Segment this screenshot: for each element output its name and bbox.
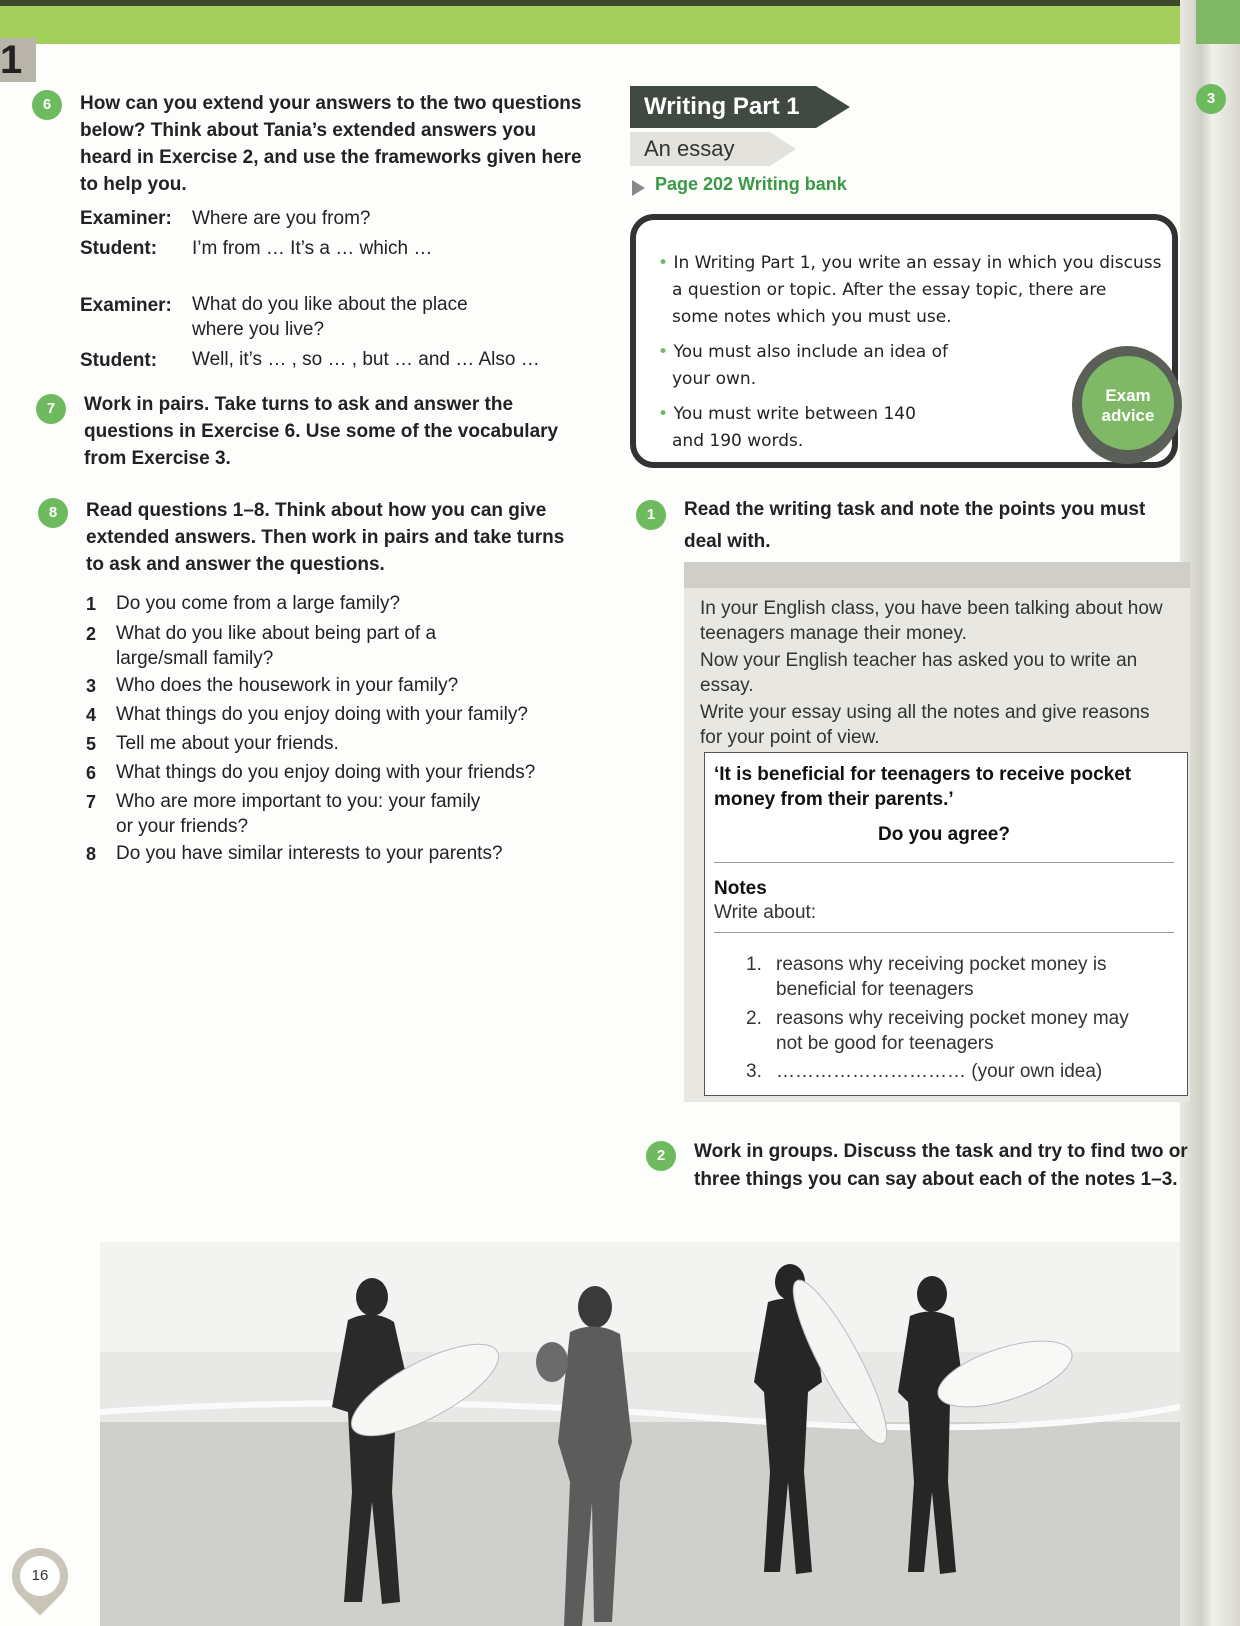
exam-advice-badge-line: Exam — [1105, 386, 1151, 405]
exercise-7-badge: 7 — [36, 394, 66, 424]
question-number: 3 — [86, 676, 97, 696]
beach-photo-illustration — [100, 1242, 1180, 1626]
notes-subheading: Write about: — [714, 902, 817, 923]
essay-statement: money from their parents.’ — [714, 789, 954, 810]
dialogue-line: Where are you from? — [192, 208, 371, 229]
advice-text: You must write between 140 — [673, 404, 916, 424]
dialogue-label: Student: — [80, 350, 158, 371]
question-text: large/small family? — [116, 648, 274, 669]
subtitle-arrow — [770, 132, 796, 166]
advice-text: a question or topic. After the essay topic, there are — [672, 280, 1107, 300]
exercise-6-badge: 6 — [32, 90, 62, 120]
advice-item — [658, 339, 948, 366]
task-intro-line: Write your essay using all the notes and give reasons — [700, 702, 1150, 723]
advice-text: In Writing Part 1, you write an essay in which you discuss — [673, 253, 1162, 273]
note-text: not be good for teenagers — [776, 1033, 994, 1054]
question-text: Who does the housework in your family? — [116, 675, 459, 696]
exam-advice-badge — [1082, 356, 1174, 450]
next-page-badge: 3 — [1196, 84, 1226, 114]
question-number: 2 — [86, 624, 97, 644]
advice-text: You must also include an idea of — [673, 342, 948, 362]
question-text: Do you come from a large family? — [116, 593, 401, 614]
top-color-bar — [0, 0, 1180, 44]
question-number: 1 — [86, 594, 97, 614]
exercise-8-badge: 8 — [38, 498, 68, 528]
bullet-icon: • — [658, 253, 674, 273]
top-dark-strip — [0, 0, 1180, 6]
exercise-1-line: Read the writing task and note the points you must — [684, 499, 1146, 520]
note-number: 2. — [746, 1008, 762, 1029]
writing-task-panel-header — [684, 562, 1190, 588]
essay-statement: ‘It is beneficial for teenagers to receive pocket — [714, 764, 1132, 785]
exercise-7-line: from Exercise 3. — [84, 448, 231, 469]
play-arrow-icon — [632, 180, 645, 196]
beach-photo — [100, 1242, 1180, 1626]
exercise-8-line: Read questions 1–8. Think about how you can give — [86, 500, 547, 521]
question-text: What things do you enjoy doing with your friends? — [116, 762, 536, 783]
bullet-icon: • — [658, 342, 674, 362]
exercise-8-line: to ask and answer the questions. — [86, 554, 385, 575]
advice-item — [658, 250, 1161, 277]
question-number: 4 — [86, 705, 97, 725]
unit-number-tab: 1 — [0, 38, 36, 82]
exercise-6-line: below? Think about Tania’s extended answers you — [80, 120, 537, 141]
note-text: reasons why receiving pocket money is — [776, 954, 1107, 975]
dialogue-line: where you live? — [192, 319, 325, 340]
section-title: Writing Part 1 — [630, 86, 816, 128]
exercise-1-badge: 1 — [636, 500, 666, 530]
question-text: Tell me about your friends. — [116, 733, 339, 754]
question-text: What do you like about being part of a — [116, 623, 437, 644]
question-number: 5 — [86, 734, 97, 754]
advice-text: some notes which you must use. — [672, 307, 952, 327]
section-title-arrow — [816, 86, 850, 128]
note-text: ………………………… (your own idea) — [776, 1061, 1103, 1082]
task-intro-line: In your English class, you have been talking about how — [700, 598, 1163, 619]
writing-bank-link[interactable]: Page 202 Writing bank — [655, 174, 847, 194]
exercise-2-line: Work in groups. Discuss the task and try to find two or — [694, 1141, 1188, 1162]
notes-heading: Notes — [714, 878, 767, 899]
question-text: or your friends? — [116, 816, 249, 837]
question-number: 6 — [86, 763, 97, 783]
dialogue-label: Student: — [80, 238, 158, 259]
advice-text: your own. — [672, 369, 757, 389]
section-subtitle: An essay — [630, 132, 770, 166]
task-intro-line: for your point of view. — [700, 727, 880, 748]
task-intro-line: Now your English teacher has asked you to write an — [700, 650, 1138, 671]
essay-question: Do you agree? — [878, 824, 1010, 845]
dialogue-label: Examiner: — [80, 208, 172, 229]
exercise-7-line: questions in Exercise 6. Use some of the vocabulary — [84, 421, 559, 442]
exam-advice-badge-line: advice — [1101, 406, 1155, 425]
note-text: beneficial for teenagers — [776, 979, 974, 1000]
exercise-6-line: to help you. — [80, 174, 187, 195]
advice-text: and 190 words. — [672, 431, 804, 451]
exercise-1-line: deal with. — [684, 531, 771, 552]
task-intro-line: essay. — [700, 675, 754, 696]
note-number: 1. — [746, 954, 762, 975]
exercise-7-line: Work in pairs. Take turns to ask and answer the — [84, 394, 514, 415]
gutter-color-bar — [1196, 0, 1240, 44]
question-number: 7 — [86, 792, 97, 812]
advice-item — [658, 401, 916, 428]
page-number: 16 — [20, 1556, 60, 1596]
dialogue-line: What do you like about the place — [192, 294, 468, 315]
bullet-icon: • — [658, 404, 674, 424]
question-text: What things do you enjoy doing with your family? — [116, 704, 528, 725]
divider — [714, 932, 1174, 933]
exercise-8-line: extended answers. Then work in pairs and take turns — [86, 527, 565, 548]
divider — [714, 862, 1174, 863]
task-intro-line: teenagers manage their money. — [700, 623, 967, 644]
note-number: 3. — [746, 1061, 762, 1082]
dialogue-line: I’m from … It’s a … which … — [192, 238, 433, 259]
exercise-2-line: three things you can say about each of the notes 1–3. — [694, 1169, 1178, 1190]
dialogue-line: Well, it’s … , so … , but … and … Also … — [192, 349, 540, 370]
note-text: reasons why receiving pocket money may — [776, 1008, 1129, 1029]
exercise-6-line: heard in Exercise 2, and use the frameworks given here — [80, 147, 582, 168]
dialogue-label: Examiner: — [80, 295, 172, 316]
question-text: Do you have similar interests to your parents? — [116, 843, 503, 864]
exercise-2-badge: 2 — [646, 1141, 676, 1171]
question-number: 8 — [86, 844, 97, 864]
question-text: Who are more important to you: your family — [116, 791, 481, 812]
exercise-6-line: How can you extend your answers to the two questions — [80, 93, 582, 114]
